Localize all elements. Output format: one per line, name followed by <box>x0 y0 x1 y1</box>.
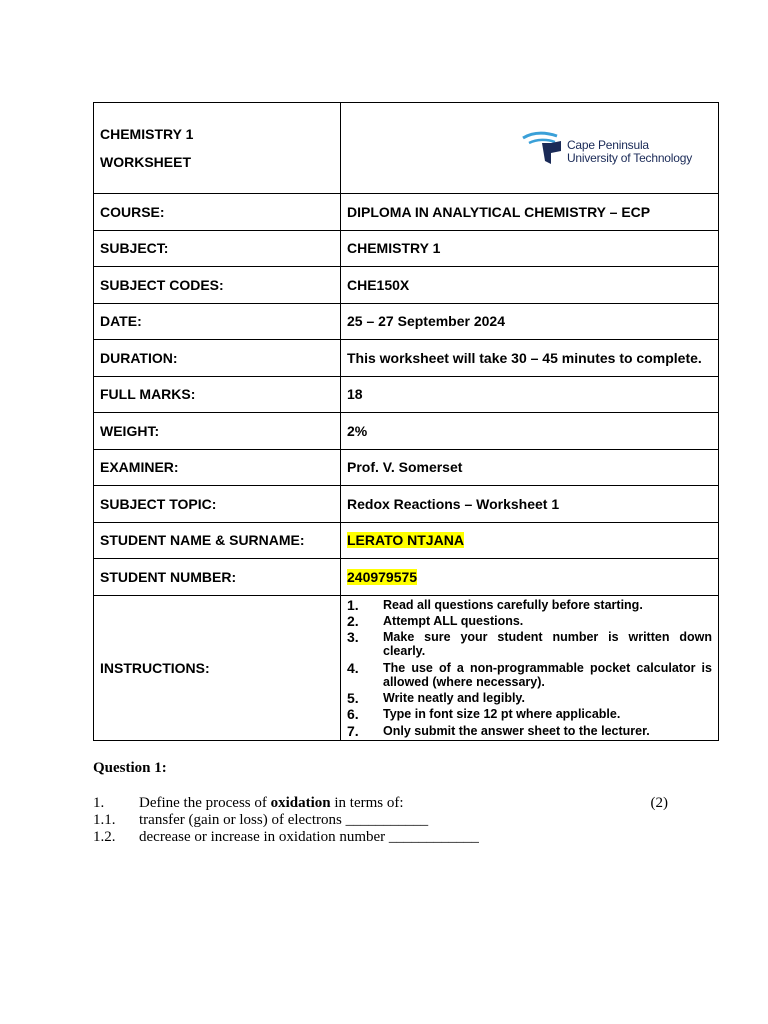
student-number-label: STUDENT NUMBER: <box>94 559 341 596</box>
date-value: 25 – 27 September 2024 <box>341 303 719 340</box>
duration-label: DURATION: <box>94 340 341 377</box>
instructions-cell <box>341 595 719 741</box>
course-value: DIPLOMA IN ANALYTICAL CHEMISTRY – ECP <box>341 194 719 231</box>
weight-value: 2% <box>341 413 719 450</box>
subject-codes-value: CHE150X <box>341 267 719 304</box>
instructions-label: INSTRUCTIONS: <box>94 595 341 741</box>
question-1 <box>93 795 693 812</box>
student-name-label: STUDENT NAME & SURNAME: <box>94 522 341 559</box>
instruction-item: 1. Read all questions carefully before starting. <box>347 596 643 613</box>
question-block <box>93 760 693 846</box>
question-text: Define the process of oxidation in terms of: <box>139 795 404 811</box>
weight-label: WEIGHT: <box>94 413 341 450</box>
instruction-item: 4. The use of a non-programmable pocket calculator is allowed (where necessary). <box>347 659 712 689</box>
examiner-label: EXAMINER: <box>94 449 341 486</box>
instruction-item: 3. Make sure your student number is written down clearly. <box>347 629 712 659</box>
title-cell <box>94 103 341 194</box>
instructions-list <box>347 596 712 738</box>
instruction-item: 7. Only submit the answer sheet to the lecturer. <box>347 722 650 739</box>
duration-value: This worksheet will take 30 – 45 minutes to complete. <box>341 340 719 377</box>
instruction-item: 6. Type in font size 12 pt where applicable. <box>347 706 621 723</box>
course-label: COURSE: <box>94 194 341 231</box>
instruction-item: 5. Write neatly and legibly. <box>347 690 525 707</box>
title-line-1: CHEMISTRY 1 <box>100 126 194 142</box>
question-1-2 <box>93 829 693 846</box>
student-number-value: 240979575 <box>347 568 418 585</box>
examiner-value: Prof. V. Somerset <box>341 449 719 486</box>
instruction-item: 2. Attempt ALL questions. <box>347 612 524 629</box>
subject-codes-label: SUBJECT CODES: <box>94 267 341 304</box>
student-number-cell <box>341 559 719 596</box>
logo-cell <box>341 103 719 194</box>
cover-table <box>93 102 719 741</box>
question-marks: (2) <box>650 795 668 811</box>
question-1-1 <box>93 812 693 829</box>
question-number: 1. <box>93 795 105 811</box>
question-title: Question 1: <box>93 760 167 776</box>
subject-label: SUBJECT: <box>94 230 341 267</box>
full-marks-value: 18 <box>341 376 719 413</box>
full-marks-label: FULL MARKS: <box>94 376 341 413</box>
question-text: decrease or increase in oxidation number ____________ <box>139 829 479 845</box>
student-name-cell <box>341 522 719 559</box>
question-number: 1.1. <box>93 812 116 828</box>
question-text: transfer (gain or loss) of electrons ___________ <box>139 812 429 828</box>
logo-wordmark: Cape Peninsula University of Technology <box>566 138 692 165</box>
date-label: DATE: <box>94 303 341 340</box>
university-logo <box>347 103 712 193</box>
subject-value: CHEMISTRY 1 <box>341 230 719 267</box>
question-number: 1.2. <box>93 829 116 845</box>
cput-emblem-icon <box>521 129 565 167</box>
subject-topic-value: Redox Reactions – Worksheet 1 <box>341 486 719 523</box>
subject-topic-label: SUBJECT TOPIC: <box>94 486 341 523</box>
student-name-value: LERATO NTJANA <box>347 532 464 549</box>
title-line-2: WORKSHEET <box>100 154 191 170</box>
